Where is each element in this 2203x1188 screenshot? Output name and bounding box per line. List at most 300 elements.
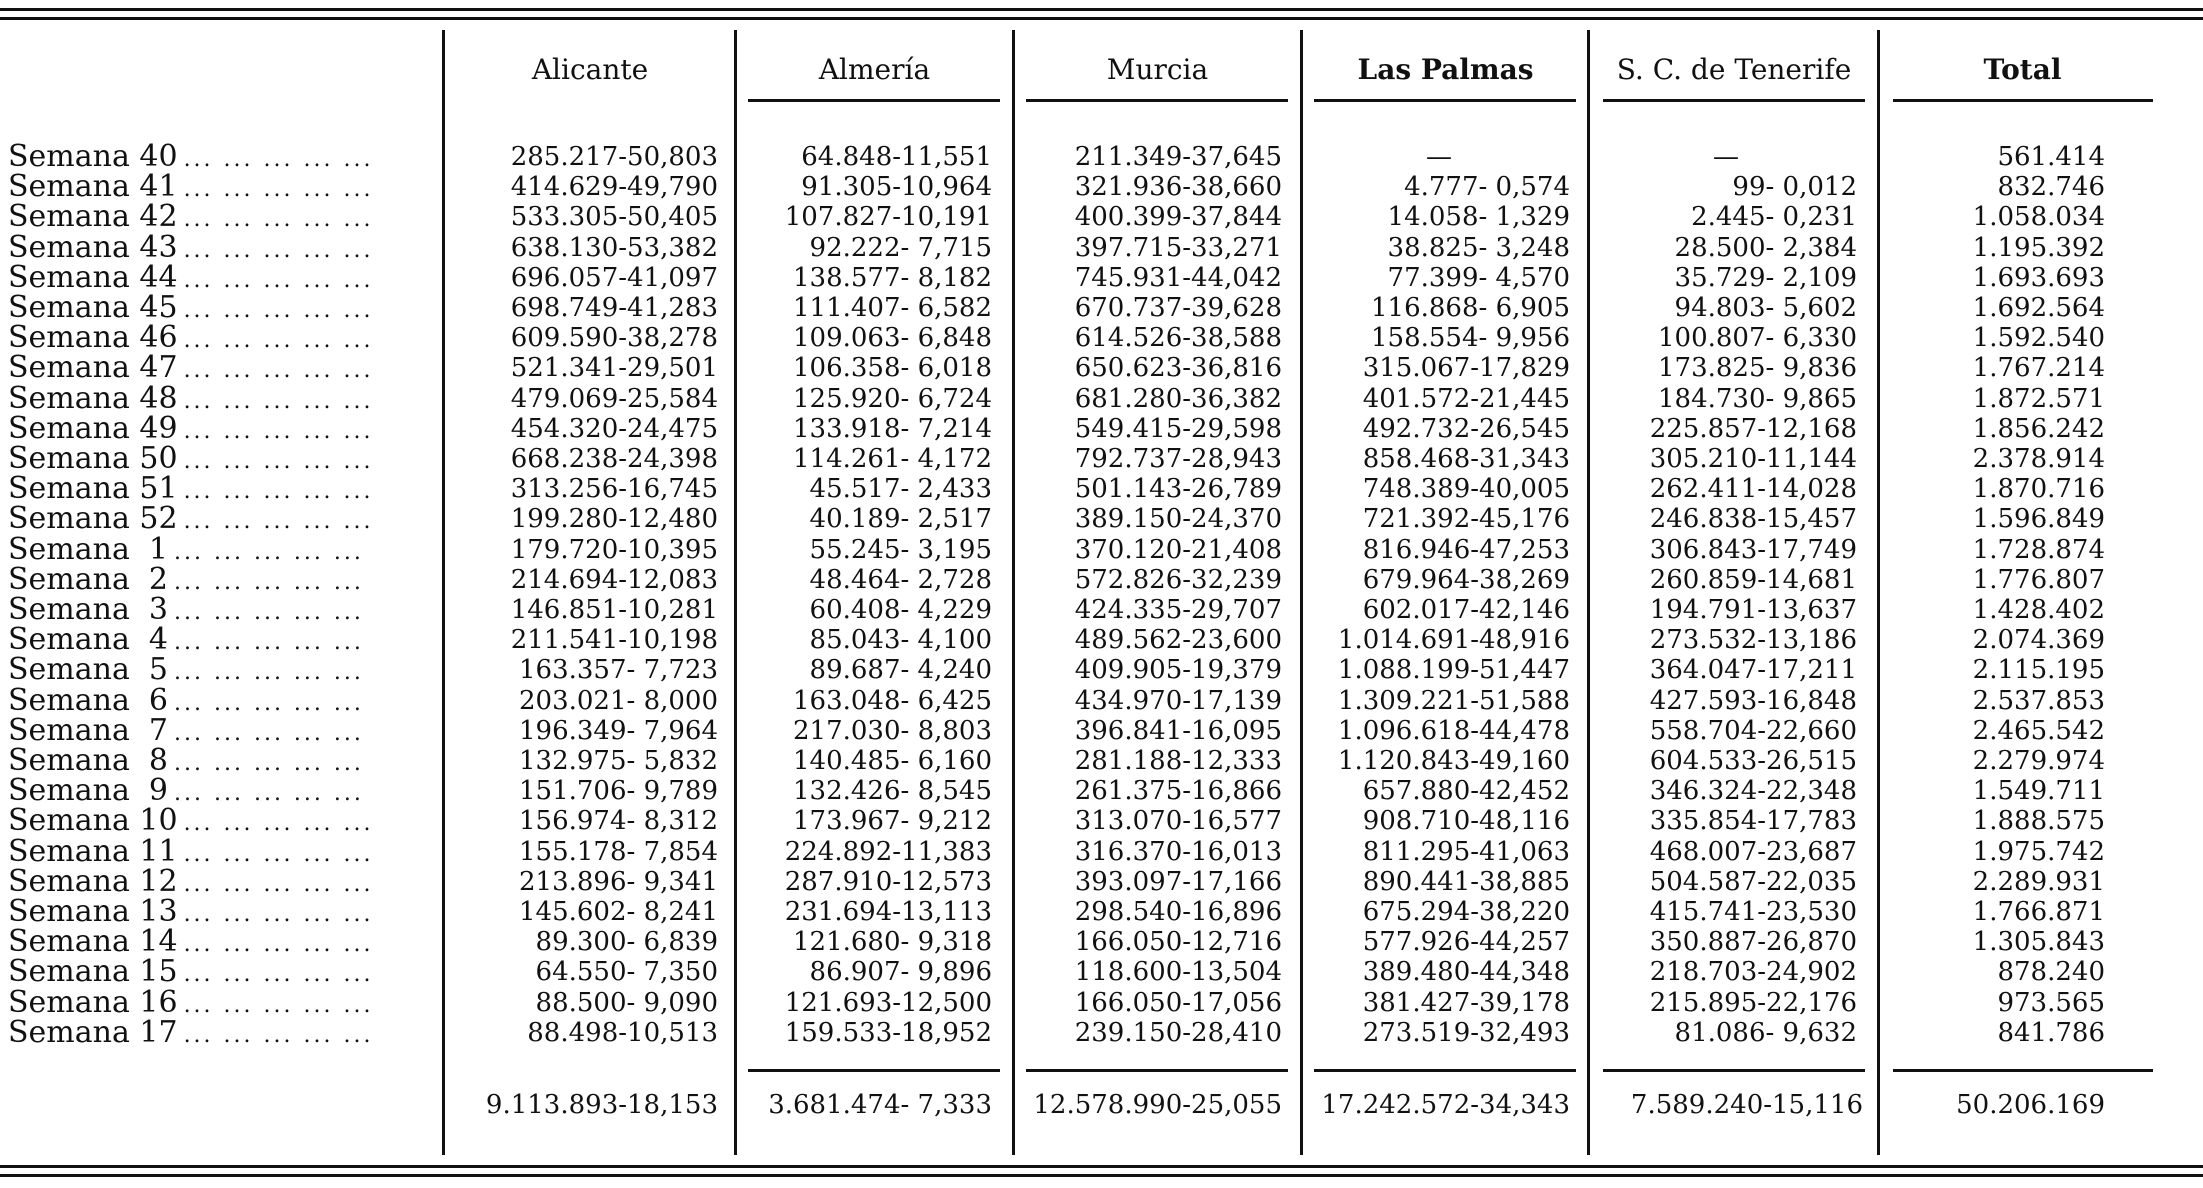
cell-murcia: 572.826-32,239 <box>1074 565 1282 595</box>
table-row <box>0 625 2203 655</box>
cell-las-palmas: 273.519-32,493 <box>1362 1018 1570 1048</box>
cell-almeria: 287.910-12,573 <box>784 867 992 897</box>
week-label: Semana 2 <box>8 565 169 597</box>
cell-las-palmas: 577.926-44,257 <box>1362 927 1570 957</box>
cell-alicante: 698.749-41,283 <box>510 293 718 323</box>
week-label: Semana 14 <box>8 927 178 959</box>
cell-alicante: 609.590-38,278 <box>510 323 718 353</box>
cell-alicante: 179.720-10,395 <box>510 535 718 565</box>
row-label <box>8 837 428 870</box>
cell-total: 1.596.849 <box>1972 504 2105 534</box>
cell-almeria: 132.426- 8,545 <box>793 776 992 806</box>
week-label: Semana 50 <box>8 444 178 476</box>
cell-murcia: 370.120-21,408 <box>1074 535 1282 565</box>
header-total: Total <box>1983 53 2062 86</box>
table-row <box>0 897 2203 927</box>
cell-tenerife: 184.730- 9,865 <box>1658 384 1857 414</box>
cell-las-palmas: 908.710-48,116 <box>1362 806 1570 836</box>
leader-dots: ... ... ... ... ... <box>174 781 364 806</box>
week-label: Semana 52 <box>8 504 178 536</box>
week-label: Semana 12 <box>8 867 178 899</box>
week-label: Semana 51 <box>8 474 178 506</box>
table-row <box>0 202 2203 232</box>
table-row <box>0 172 2203 202</box>
table-row <box>0 595 2203 625</box>
cell-total: 1.856.242 <box>1972 414 2105 444</box>
week-label: Semana 17 <box>8 1018 178 1050</box>
cell-alicante: 163.357- 7,723 <box>519 655 718 685</box>
table-row <box>0 867 2203 897</box>
cell-murcia: 281.188-12,333 <box>1074 746 1282 776</box>
cell-alicante: 203.021- 8,000 <box>519 686 718 716</box>
cell-almeria: 140.485- 6,160 <box>793 746 992 776</box>
cell-murcia: 393.097-17,166 <box>1074 867 1282 897</box>
total-murcia: 12.578.990-25,055 <box>1033 1090 1282 1120</box>
leader-dots: ... ... ... ... ... <box>183 449 374 474</box>
cell-las-palmas: 657.880-42,452 <box>1362 776 1570 806</box>
cell-tenerife: 350.887-26,870 <box>1649 927 1857 957</box>
cell-las-palmas: 401.572-21,445 <box>1362 384 1570 414</box>
cell-las-palmas: 4.777- 0,574 <box>1404 172 1570 202</box>
cell-almeria: 48.464- 2,728 <box>809 565 992 595</box>
cell-total: 2.465.542 <box>1972 716 2105 746</box>
cell-murcia: 211.349-37,645 <box>1074 142 1282 172</box>
cell-tenerife: 604.533-26,515 <box>1649 746 1857 776</box>
cell-total: 1.975.742 <box>1972 837 2105 867</box>
header-murcia: Murcia <box>1106 53 1209 86</box>
cell-almeria: 111.407- 6,582 <box>793 293 992 323</box>
table-row <box>0 746 2203 776</box>
header-las-palmas: Las Palmas <box>1357 53 1534 86</box>
cell-tenerife: 173.825- 9,836 <box>1658 353 1857 383</box>
cell-alicante: 668.238-24,398 <box>510 444 718 474</box>
cell-tenerife: 306.843-17,749 <box>1649 535 1857 565</box>
cell-tenerife: 194.791-13,637 <box>1649 595 1857 625</box>
cell-total: 1.766.871 <box>1972 897 2105 927</box>
cell-las-palmas: 1.096.618-44,478 <box>1337 716 1570 746</box>
cell-murcia: 434.970-17,139 <box>1074 686 1282 716</box>
row-label <box>8 746 428 779</box>
cell-total: 1.592.540 <box>1972 323 2105 353</box>
cell-murcia: 166.050-12,716 <box>1074 927 1282 957</box>
cell-las-palmas: 675.294-38,220 <box>1362 897 1570 927</box>
cell-almeria: 224.892-11,383 <box>784 837 992 867</box>
row-label <box>8 867 428 900</box>
week-label: Semana 5 <box>8 655 169 687</box>
leader-dots: ... ... ... ... ... <box>174 691 364 716</box>
leader-dots: ... ... ... ... ... <box>174 660 364 685</box>
cell-murcia: 424.335-29,707 <box>1074 595 1282 625</box>
leader-dots: ... ... ... ... ... <box>183 902 374 927</box>
cell-las-palmas: 389.480-44,348 <box>1362 957 1570 987</box>
week-label: Semana 41 <box>8 172 178 204</box>
table-row <box>0 655 2203 685</box>
cell-alicante: 156.974- 8,312 <box>519 806 718 836</box>
table-row <box>0 504 2203 534</box>
cell-las-palmas: 315.067-17,829 <box>1362 353 1570 383</box>
cell-tenerife: 262.411-14,028 <box>1649 474 1857 504</box>
cell-total: 1.549.711 <box>1972 776 2105 806</box>
cell-alicante: 696.057-41,097 <box>510 263 718 293</box>
cell-tenerife: — <box>1713 142 1739 172</box>
row-label <box>8 444 428 477</box>
cell-murcia: 396.841-16,095 <box>1074 716 1282 746</box>
cell-murcia: 792.737-28,943 <box>1074 444 1282 474</box>
row-label <box>8 293 428 326</box>
cell-almeria: 92.222- 7,715 <box>809 233 992 263</box>
leader-dots: ... ... ... ... ... <box>183 962 374 987</box>
leader-dots: ... ... ... ... ... <box>183 479 374 504</box>
cell-alicante: 132.975- 5,832 <box>519 746 718 776</box>
cell-murcia: 261.375-16,866 <box>1074 776 1282 806</box>
cell-tenerife: 468.007-23,687 <box>1649 837 1857 867</box>
sum-rule <box>1893 1069 2153 1072</box>
cell-total: 1.428.402 <box>1972 595 2105 625</box>
leader-dots: ... ... ... ... ... <box>183 207 374 232</box>
row-label <box>8 1018 428 1051</box>
cell-alicante: 285.217-50,803 <box>510 142 718 172</box>
cell-almeria: 45.517- 2,433 <box>809 474 992 504</box>
cell-tenerife: 346.324-22,348 <box>1649 776 1857 806</box>
cell-tenerife: 94.803- 5,602 <box>1674 293 1857 323</box>
bottom-double-rule-2 <box>0 1174 2203 1177</box>
row-label <box>8 384 428 417</box>
cell-murcia: 501.143-26,789 <box>1074 474 1282 504</box>
total-almeria: 3.681.474- 7,333 <box>768 1090 992 1120</box>
cell-las-palmas: 858.468-31,343 <box>1362 444 1570 474</box>
row-label <box>8 957 428 990</box>
week-label: Semana 49 <box>8 414 178 446</box>
cell-almeria: 107.827-10,191 <box>784 202 992 232</box>
row-label <box>8 202 428 235</box>
table-row <box>0 535 2203 565</box>
leader-dots: ... ... ... ... ... <box>174 600 364 625</box>
cell-las-palmas: 492.732-26,545 <box>1362 414 1570 444</box>
cell-murcia: 409.905-19,379 <box>1074 655 1282 685</box>
cell-tenerife: 28.500- 2,384 <box>1674 233 1857 263</box>
cell-almeria: 159.533-18,952 <box>784 1018 992 1048</box>
row-label <box>8 625 428 658</box>
cell-murcia: 681.280-36,382 <box>1074 384 1282 414</box>
row-label <box>8 535 428 568</box>
table-row <box>0 806 2203 836</box>
cell-total: 2.074.369 <box>1972 625 2105 655</box>
table-row <box>0 263 2203 293</box>
bottom-double-rule-1 <box>0 1165 2203 1168</box>
table-row <box>0 142 2203 172</box>
table-row <box>0 414 2203 444</box>
cell-total: 2.537.853 <box>1972 686 2105 716</box>
cell-almeria: 121.693-12,500 <box>784 988 992 1018</box>
header-underline <box>1026 99 1288 102</box>
leader-dots: ... ... ... ... ... <box>174 570 364 595</box>
sum-rule <box>1603 1069 1865 1072</box>
cell-alicante: 145.602- 8,241 <box>519 897 718 927</box>
leader-dots: ... ... ... ... ... <box>183 419 374 444</box>
leader-dots: ... ... ... ... ... <box>183 509 374 534</box>
row-label <box>8 716 428 749</box>
cell-alicante: 146.851-10,281 <box>510 595 718 625</box>
cell-tenerife: 99- 0,012 <box>1732 172 1857 202</box>
row-label <box>8 988 428 1021</box>
week-label: Semana 8 <box>8 746 169 778</box>
cell-alicante: 196.349- 7,964 <box>519 716 718 746</box>
row-label <box>8 172 428 205</box>
cell-almeria: 217.030- 8,803 <box>793 716 992 746</box>
cell-alicante: 199.280-12,480 <box>510 504 718 534</box>
week-label: Semana 40 <box>8 142 178 174</box>
cell-almeria: 40.189- 2,517 <box>809 504 992 534</box>
table-row <box>0 927 2203 957</box>
week-label: Semana 45 <box>8 293 178 325</box>
leader-dots: ... ... ... ... ... <box>183 842 374 867</box>
cell-total: 1.058.034 <box>1972 202 2105 232</box>
cell-alicante: 88.498-10,513 <box>527 1018 718 1048</box>
leader-dots: ... ... ... ... ... <box>174 540 364 565</box>
row-label <box>8 927 428 960</box>
row-label <box>8 776 428 809</box>
leader-dots: ... ... ... ... ... <box>183 328 374 353</box>
cell-tenerife: 81.086- 9,632 <box>1674 1018 1857 1048</box>
week-label: Semana 13 <box>8 897 178 929</box>
row-label <box>8 233 428 266</box>
cell-total: 1.195.392 <box>1972 233 2105 263</box>
cell-total: 2.279.974 <box>1972 746 2105 776</box>
cell-tenerife: 558.704-22,660 <box>1649 716 1857 746</box>
week-label: Semana 42 <box>8 202 178 234</box>
header-underline <box>1314 99 1576 102</box>
leader-dots: ... ... ... ... ... <box>183 389 374 414</box>
row-label <box>8 655 428 688</box>
cell-total: 1.728.874 <box>1972 535 2105 565</box>
week-label: Semana 9 <box>8 776 169 808</box>
leader-dots: ... ... ... ... ... <box>183 993 374 1018</box>
cell-las-palmas: 14.058- 1,329 <box>1387 202 1570 232</box>
header-underline <box>748 99 1000 102</box>
cell-total: 1.888.575 <box>1972 806 2105 836</box>
table-row <box>0 1018 2203 1048</box>
cell-alicante: 151.706- 9,789 <box>519 776 718 806</box>
cell-total: 1.776.807 <box>1972 565 2105 595</box>
header-almeria: Almería <box>818 53 931 86</box>
cell-tenerife: 305.210-11,144 <box>1649 444 1857 474</box>
cell-tenerife: 35.729- 2,109 <box>1674 263 1857 293</box>
cell-las-palmas: 1.309.221-51,588 <box>1337 686 1570 716</box>
row-label <box>8 565 428 598</box>
cell-almeria: 109.063- 6,848 <box>793 323 992 353</box>
sum-rule <box>748 1069 1000 1072</box>
week-label: Semana 3 <box>8 595 169 627</box>
cell-murcia: 389.150-24,370 <box>1074 504 1282 534</box>
cell-murcia: 650.623-36,816 <box>1074 353 1282 383</box>
row-label <box>8 806 428 839</box>
cell-total: 1.870.716 <box>1972 474 2105 504</box>
cell-almeria: 91.305-10,964 <box>801 172 992 202</box>
cell-murcia: 166.050-17,056 <box>1074 988 1282 1018</box>
cell-total: 2.289.931 <box>1972 867 2105 897</box>
table-row <box>0 293 2203 323</box>
cell-almeria: 55.245- 3,195 <box>809 535 992 565</box>
cell-almeria: 85.043- 4,100 <box>809 625 992 655</box>
week-label: Semana 6 <box>8 686 169 718</box>
table-row <box>0 837 2203 867</box>
cell-alicante: 638.130-53,382 <box>510 233 718 263</box>
cell-murcia: 489.562-23,600 <box>1074 625 1282 655</box>
cell-alicante: 88.500- 9,090 <box>535 988 718 1018</box>
top-double-rule-1 <box>0 8 2203 11</box>
cell-total: 561.414 <box>1997 142 2105 172</box>
cell-las-palmas: 602.017-42,146 <box>1362 595 1570 625</box>
leader-dots: ... ... ... ... ... <box>183 811 374 836</box>
cell-total: 832.746 <box>1997 172 2105 202</box>
cell-almeria: 231.694-13,113 <box>784 897 992 927</box>
cell-almeria: 173.967- 9,212 <box>793 806 992 836</box>
sum-rule <box>1314 1069 1576 1072</box>
cell-total: 1.305.843 <box>1972 927 2105 957</box>
row-label <box>8 323 428 356</box>
cell-alicante: 211.541-10,198 <box>510 625 718 655</box>
week-label: Semana 11 <box>8 837 178 869</box>
cell-alicante: 521.341-29,501 <box>510 353 718 383</box>
top-double-rule-2 <box>0 17 2203 20</box>
cell-alicante: 414.629-49,790 <box>510 172 718 202</box>
cell-almeria: 86.907- 9,896 <box>809 957 992 987</box>
cell-tenerife: 2.445- 0,231 <box>1691 202 1857 232</box>
total-tenerife: 7.589.240-15,116 <box>1630 1090 1863 1120</box>
cell-murcia: 321.936-38,660 <box>1074 172 1282 202</box>
cell-las-palmas: 381.427-39,178 <box>1362 988 1570 1018</box>
cell-murcia: 118.600-13,504 <box>1074 957 1282 987</box>
leader-dots: ... ... ... ... ... <box>183 872 374 897</box>
table-row <box>0 716 2203 746</box>
row-label <box>8 414 428 447</box>
cell-almeria: 60.408- 4,229 <box>809 595 992 625</box>
cell-tenerife: 100.807- 6,330 <box>1658 323 1857 353</box>
cell-total: 841.786 <box>1997 1018 2105 1048</box>
table-row <box>0 323 2203 353</box>
week-label: Semana 4 <box>8 625 169 657</box>
cell-total: 1.693.693 <box>1972 263 2105 293</box>
week-label: Semana 1 <box>8 535 169 567</box>
week-label: Semana 44 <box>8 263 178 295</box>
cell-alicante: 479.069-25,584 <box>510 384 718 414</box>
week-label: Semana 47 <box>8 353 178 385</box>
leader-dots: ... ... ... ... ... <box>183 358 374 383</box>
week-label: Semana 15 <box>8 957 178 989</box>
cell-las-palmas: — <box>1426 142 1452 172</box>
cell-almeria: 125.920- 6,724 <box>793 384 992 414</box>
cell-total: 973.565 <box>1997 988 2105 1018</box>
week-label: Semana 46 <box>8 323 178 355</box>
total-las-palmas: 17.242.572-34,343 <box>1321 1090 1570 1120</box>
cell-total: 1.872.571 <box>1972 384 2105 414</box>
cell-total: 1.767.214 <box>1972 353 2105 383</box>
cell-las-palmas: 748.389-40,005 <box>1362 474 1570 504</box>
cell-murcia: 670.737-39,628 <box>1074 293 1282 323</box>
cell-las-palmas: 77.399- 4,570 <box>1387 263 1570 293</box>
header-tenerife: S. C. de Tenerife <box>1616 53 1852 86</box>
leader-dots: ... ... ... ... ... <box>183 268 374 293</box>
cell-las-palmas: 38.825- 3,248 <box>1387 233 1570 263</box>
cell-alicante: 89.300- 6,839 <box>535 927 718 957</box>
table-row <box>0 353 2203 383</box>
cell-las-palmas: 158.554- 9,956 <box>1371 323 1570 353</box>
header-underline <box>1893 99 2153 102</box>
cell-murcia: 614.526-38,588 <box>1074 323 1282 353</box>
cell-total: 2.115.195 <box>1972 655 2105 685</box>
cell-las-palmas: 116.868- 6,905 <box>1371 293 1570 323</box>
row-label <box>8 142 428 175</box>
row-label <box>8 686 428 719</box>
cell-murcia: 316.370-16,013 <box>1074 837 1282 867</box>
week-label: Semana 10 <box>8 806 178 838</box>
cell-alicante: 64.550- 7,350 <box>535 957 718 987</box>
leader-dots: ... ... ... ... ... <box>183 147 374 172</box>
cell-alicante: 313.256-16,745 <box>510 474 718 504</box>
cell-tenerife: 246.838-15,457 <box>1649 504 1857 534</box>
row-label <box>8 263 428 296</box>
cell-alicante: 454.320-24,475 <box>510 414 718 444</box>
cell-las-palmas: 816.946-47,253 <box>1362 535 1570 565</box>
cell-tenerife: 225.857-12,168 <box>1649 414 1857 444</box>
cell-total: 878.240 <box>1997 957 2105 987</box>
cell-almeria: 133.918- 7,214 <box>793 414 992 444</box>
table-row <box>0 686 2203 716</box>
total-alicante: 9.113.893-18,153 <box>485 1090 718 1120</box>
table-row <box>0 565 2203 595</box>
table-row <box>0 957 2203 987</box>
cell-las-palmas: 679.964-38,269 <box>1362 565 1570 595</box>
cell-alicante: 214.694-12,083 <box>510 565 718 595</box>
row-label <box>8 897 428 930</box>
leader-dots: ... ... ... ... ... <box>174 721 364 746</box>
cell-las-palmas: 721.392-45,176 <box>1362 504 1570 534</box>
cell-almeria: 106.358- 6,018 <box>793 353 992 383</box>
cell-tenerife: 427.593-16,848 <box>1649 686 1857 716</box>
cell-alicante: 533.305-50,405 <box>510 202 718 232</box>
row-label <box>8 353 428 386</box>
cell-tenerife: 273.532-13,186 <box>1649 625 1857 655</box>
cell-murcia: 397.715-33,271 <box>1074 233 1282 263</box>
header-alicante: Alicante <box>531 53 649 86</box>
cell-almeria: 64.848-11,551 <box>801 142 992 172</box>
cell-tenerife: 504.587-22,035 <box>1649 867 1857 897</box>
cell-total: 1.692.564 <box>1972 293 2105 323</box>
cell-las-palmas: 1.088.199-51,447 <box>1337 655 1570 685</box>
cell-murcia: 298.540-16,896 <box>1074 897 1282 927</box>
table-row <box>0 384 2203 414</box>
table-row <box>0 444 2203 474</box>
total-grand: 50.206.169 <box>1956 1090 2105 1120</box>
cell-tenerife: 260.859-14,681 <box>1649 565 1857 595</box>
cell-murcia: 239.150-28,410 <box>1074 1018 1282 1048</box>
leader-dots: ... ... ... ... ... <box>183 1023 374 1048</box>
cell-murcia: 400.399-37,844 <box>1074 202 1282 232</box>
leader-dots: ... ... ... ... ... <box>174 630 364 655</box>
leader-dots: ... ... ... ... ... <box>174 751 364 776</box>
cell-almeria: 114.261- 4,172 <box>793 444 992 474</box>
cell-tenerife: 215.895-22,176 <box>1649 988 1857 1018</box>
week-label: Semana 16 <box>8 988 178 1020</box>
cell-las-palmas: 1.014.691-48,916 <box>1337 625 1570 655</box>
cell-murcia: 313.070-16,577 <box>1074 806 1282 836</box>
leader-dots: ... ... ... ... ... <box>183 932 374 957</box>
cell-total: 2.378.914 <box>1972 444 2105 474</box>
table-row <box>0 988 2203 1018</box>
cell-tenerife: 364.047-17,211 <box>1649 655 1857 685</box>
table-row <box>0 474 2203 504</box>
cell-las-palmas: 811.295-41,063 <box>1362 837 1570 867</box>
